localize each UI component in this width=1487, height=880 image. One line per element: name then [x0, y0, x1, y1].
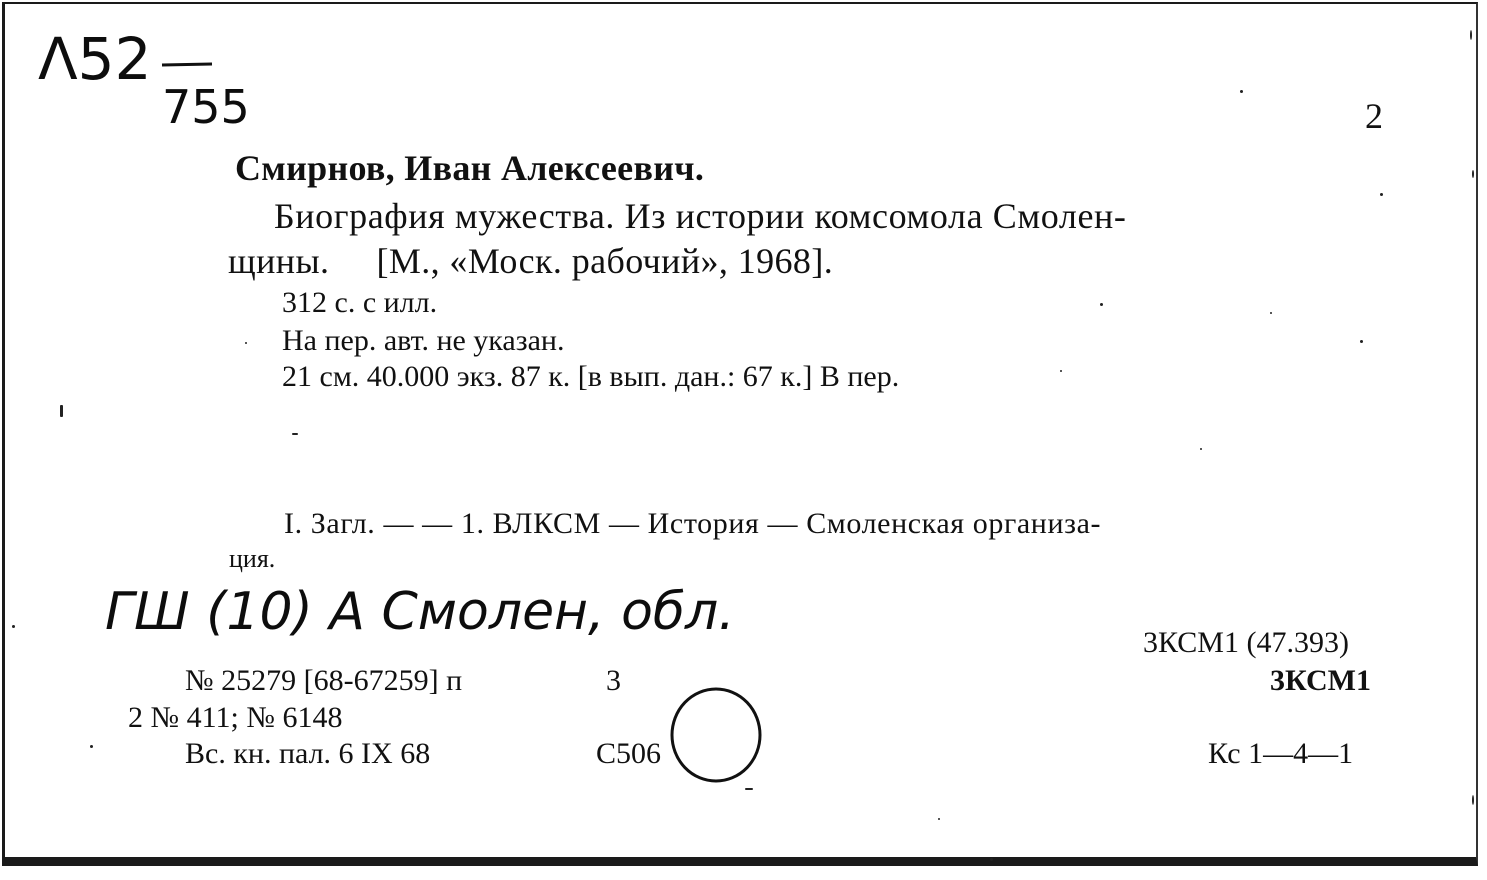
scan-speck — [1100, 303, 1103, 306]
scan-speck — [60, 405, 63, 417]
scan-speck — [292, 433, 298, 435]
author-heading: Смирнов, Иван Алексеевич. — [235, 148, 705, 188]
title-line-2: щины. [М., «Моск. рабочий», 1968]. — [228, 241, 834, 281]
shelfmark-fraction-line — [160, 60, 220, 70]
kc-code: Кс 1—4—1 — [1208, 737, 1354, 770]
pagination: 312 с. с илл. — [282, 286, 438, 319]
copies-count: 3 — [606, 664, 621, 697]
scan-speck — [245, 342, 247, 344]
scan-speck — [1380, 193, 1383, 196]
card-number: 2 — [1365, 96, 1383, 136]
registration-line-2: 2 № 411; № 6148 — [128, 701, 343, 734]
scan-speck — [1240, 90, 1243, 93]
classification-code-1: 3КСМ1 (47.393) — [1143, 626, 1349, 659]
scan-speck — [12, 625, 15, 628]
print-code: С506 — [596, 737, 662, 770]
physical-description: 21 см. 40.000 экз. 87 к. [в вып. дан.: 67 к.] В пер. — [282, 360, 900, 393]
registration-number: № 25279 [68-67259] п — [185, 664, 463, 697]
scan-speck — [1200, 448, 1202, 450]
tracing-line-2: ция. — [229, 544, 276, 573]
stamp-circle — [668, 688, 768, 788]
handwritten-shelfmark-top: Λ52 — [38, 25, 152, 93]
handwritten-subject-note: ГШ (10) А Смолен, обл. — [105, 582, 735, 642]
scan-speck — [1470, 30, 1472, 40]
registration-line-3: Вс. кн. пал. 6 IX 68 — [185, 737, 431, 770]
title-line-1: Биография мужества. Из истории комсомола Смолен- — [274, 196, 1127, 236]
scan-speck — [1472, 795, 1474, 805]
scan-speck — [1472, 170, 1474, 178]
scan-speck — [990, 858, 993, 861]
tracing-line-1: I. Загл. — — 1. ВЛКСМ — История — Смоленская организа- — [284, 507, 1102, 540]
scan-speck — [938, 818, 940, 820]
handwritten-shelfmark-bottom: 755 — [162, 80, 250, 134]
scan-speck — [745, 788, 753, 790]
scan-speck — [1060, 370, 1062, 372]
classification-code-2: 3КСМ1 — [1270, 664, 1371, 697]
scan-speck — [90, 745, 93, 748]
scan-speck — [1270, 312, 1272, 314]
scan-speck — [1360, 340, 1363, 343]
binding-note: На пер. авт. не указан. — [282, 324, 565, 357]
